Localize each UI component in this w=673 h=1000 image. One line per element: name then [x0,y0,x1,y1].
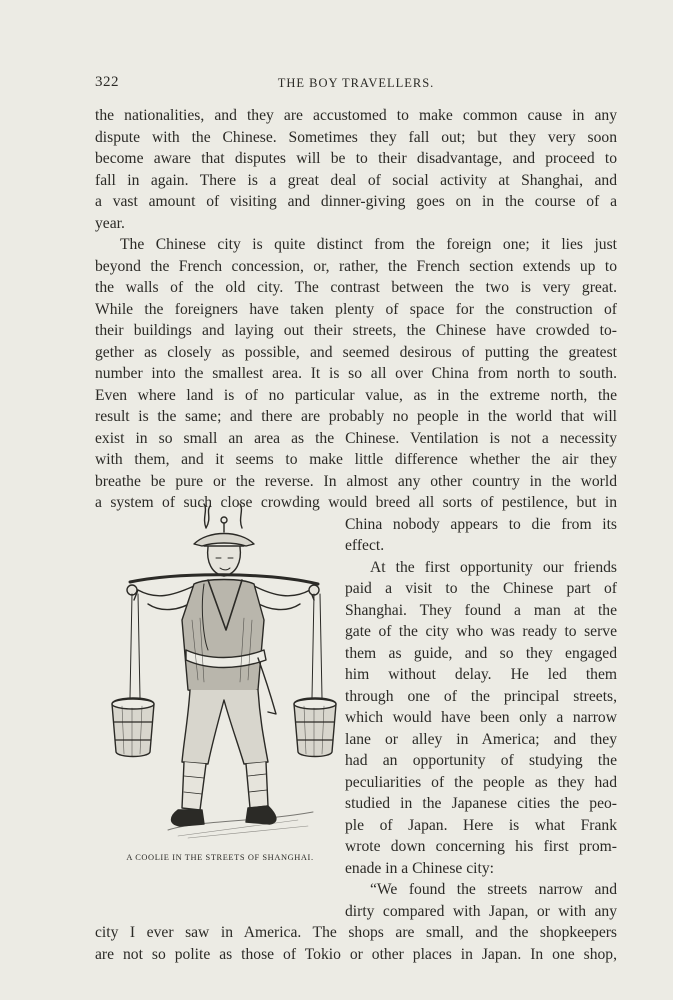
running-head: THE BOY TRAVELLERS. [277,76,435,90]
text-line: which would have been only a narrow [345,709,617,726]
text-line: Even where land is of no particular value, as in the extreme north, the [95,387,617,404]
text-line: gether as closely as possible, and seemed desirous of putting the greatest [95,344,617,361]
text-line: a system of such close crowding would breed all sorts of pestilence, but in [95,494,617,511]
text-line: lane or alley in America; and they [345,731,617,748]
text-line: studied in the Japanese cities the peo- [345,795,617,812]
text-line: city I ever saw in America. The shops are small, and the shopkeepers [95,924,617,941]
text-line: wrote down concerning his first prom- [345,838,617,855]
text-line: dirty compared with Japan, or with any [345,903,617,920]
text-line: At the first opportunity our friends [370,559,617,576]
coolie-illustration [108,500,338,845]
text-line: beyond the French concession, or, rather, the French section extends up to [95,258,617,275]
text-line: dispute with the Chinese. Sometimes they fall out; but they very soon [95,129,617,146]
text-line: Shanghai. They found a man at the [345,602,617,619]
text-line: with them, and it seems to make little difference whether the air they [95,451,617,468]
text-line: peculiarities of the people as they had [345,774,617,791]
text-line: a vast amount of visiting and dinner-giving goes on in the course of a [95,193,617,210]
text-line: While the foreigners have taken plenty of space for the construction of [95,301,617,318]
text-line: the walls of the old city. The contrast between the two is very great. [95,279,617,296]
text-line: gate of the city who was ready to serve [345,623,617,640]
text-line: number into the smallest area. It is so all over China from north to south. [95,365,617,382]
text-line: effect. [345,537,385,554]
text-line: enade in a Chinese city: [345,860,494,877]
text-line: through one of the principal streets, [345,688,617,705]
text-line: him without delay. He led them [345,666,617,683]
text-line: result is the same; and there are probably no people in the world that will [95,408,617,425]
text-line: ple of Japan. Here is what Frank [345,817,617,834]
text-line: them as guide, and so they engaged [345,645,617,662]
text-line: fall in again. There is a great deal of social activity at Shanghai, and [95,172,617,189]
text-line: year. [95,215,125,232]
text-line: exist in so small an area as the Chinese. Ventilation is not a necessity [95,430,617,447]
text-line: are not so polite as those of Tokio or other places in Japan. In one shop, [95,946,617,963]
text-line: had an opportunity of studying the [345,752,617,769]
illustration-caption: A COOLIE IN THE STREETS OF SHANGHAI. [126,853,314,862]
text-line: their buildings and laying out their streets, the Chinese have crowded to- [95,322,617,339]
text-line: become aware that disputes will be to their disadvantage, and proceed to [95,150,617,167]
text-line: “We found the streets narrow and [370,881,617,898]
text-line: China nobody appears to die from its [345,516,617,533]
page-number: 322 [95,74,119,90]
text-line: The Chinese city is quite distinct from the foreign one; it lies just [120,236,617,253]
text-line: breathe be pure or the reverse. In almost any other country in the world [95,473,617,490]
text-line: paid a visit to the Chinese part of [345,580,617,597]
page-header [95,74,617,96]
text-line: the nationalities, and they are accustomed to make common cause in any [95,107,617,124]
